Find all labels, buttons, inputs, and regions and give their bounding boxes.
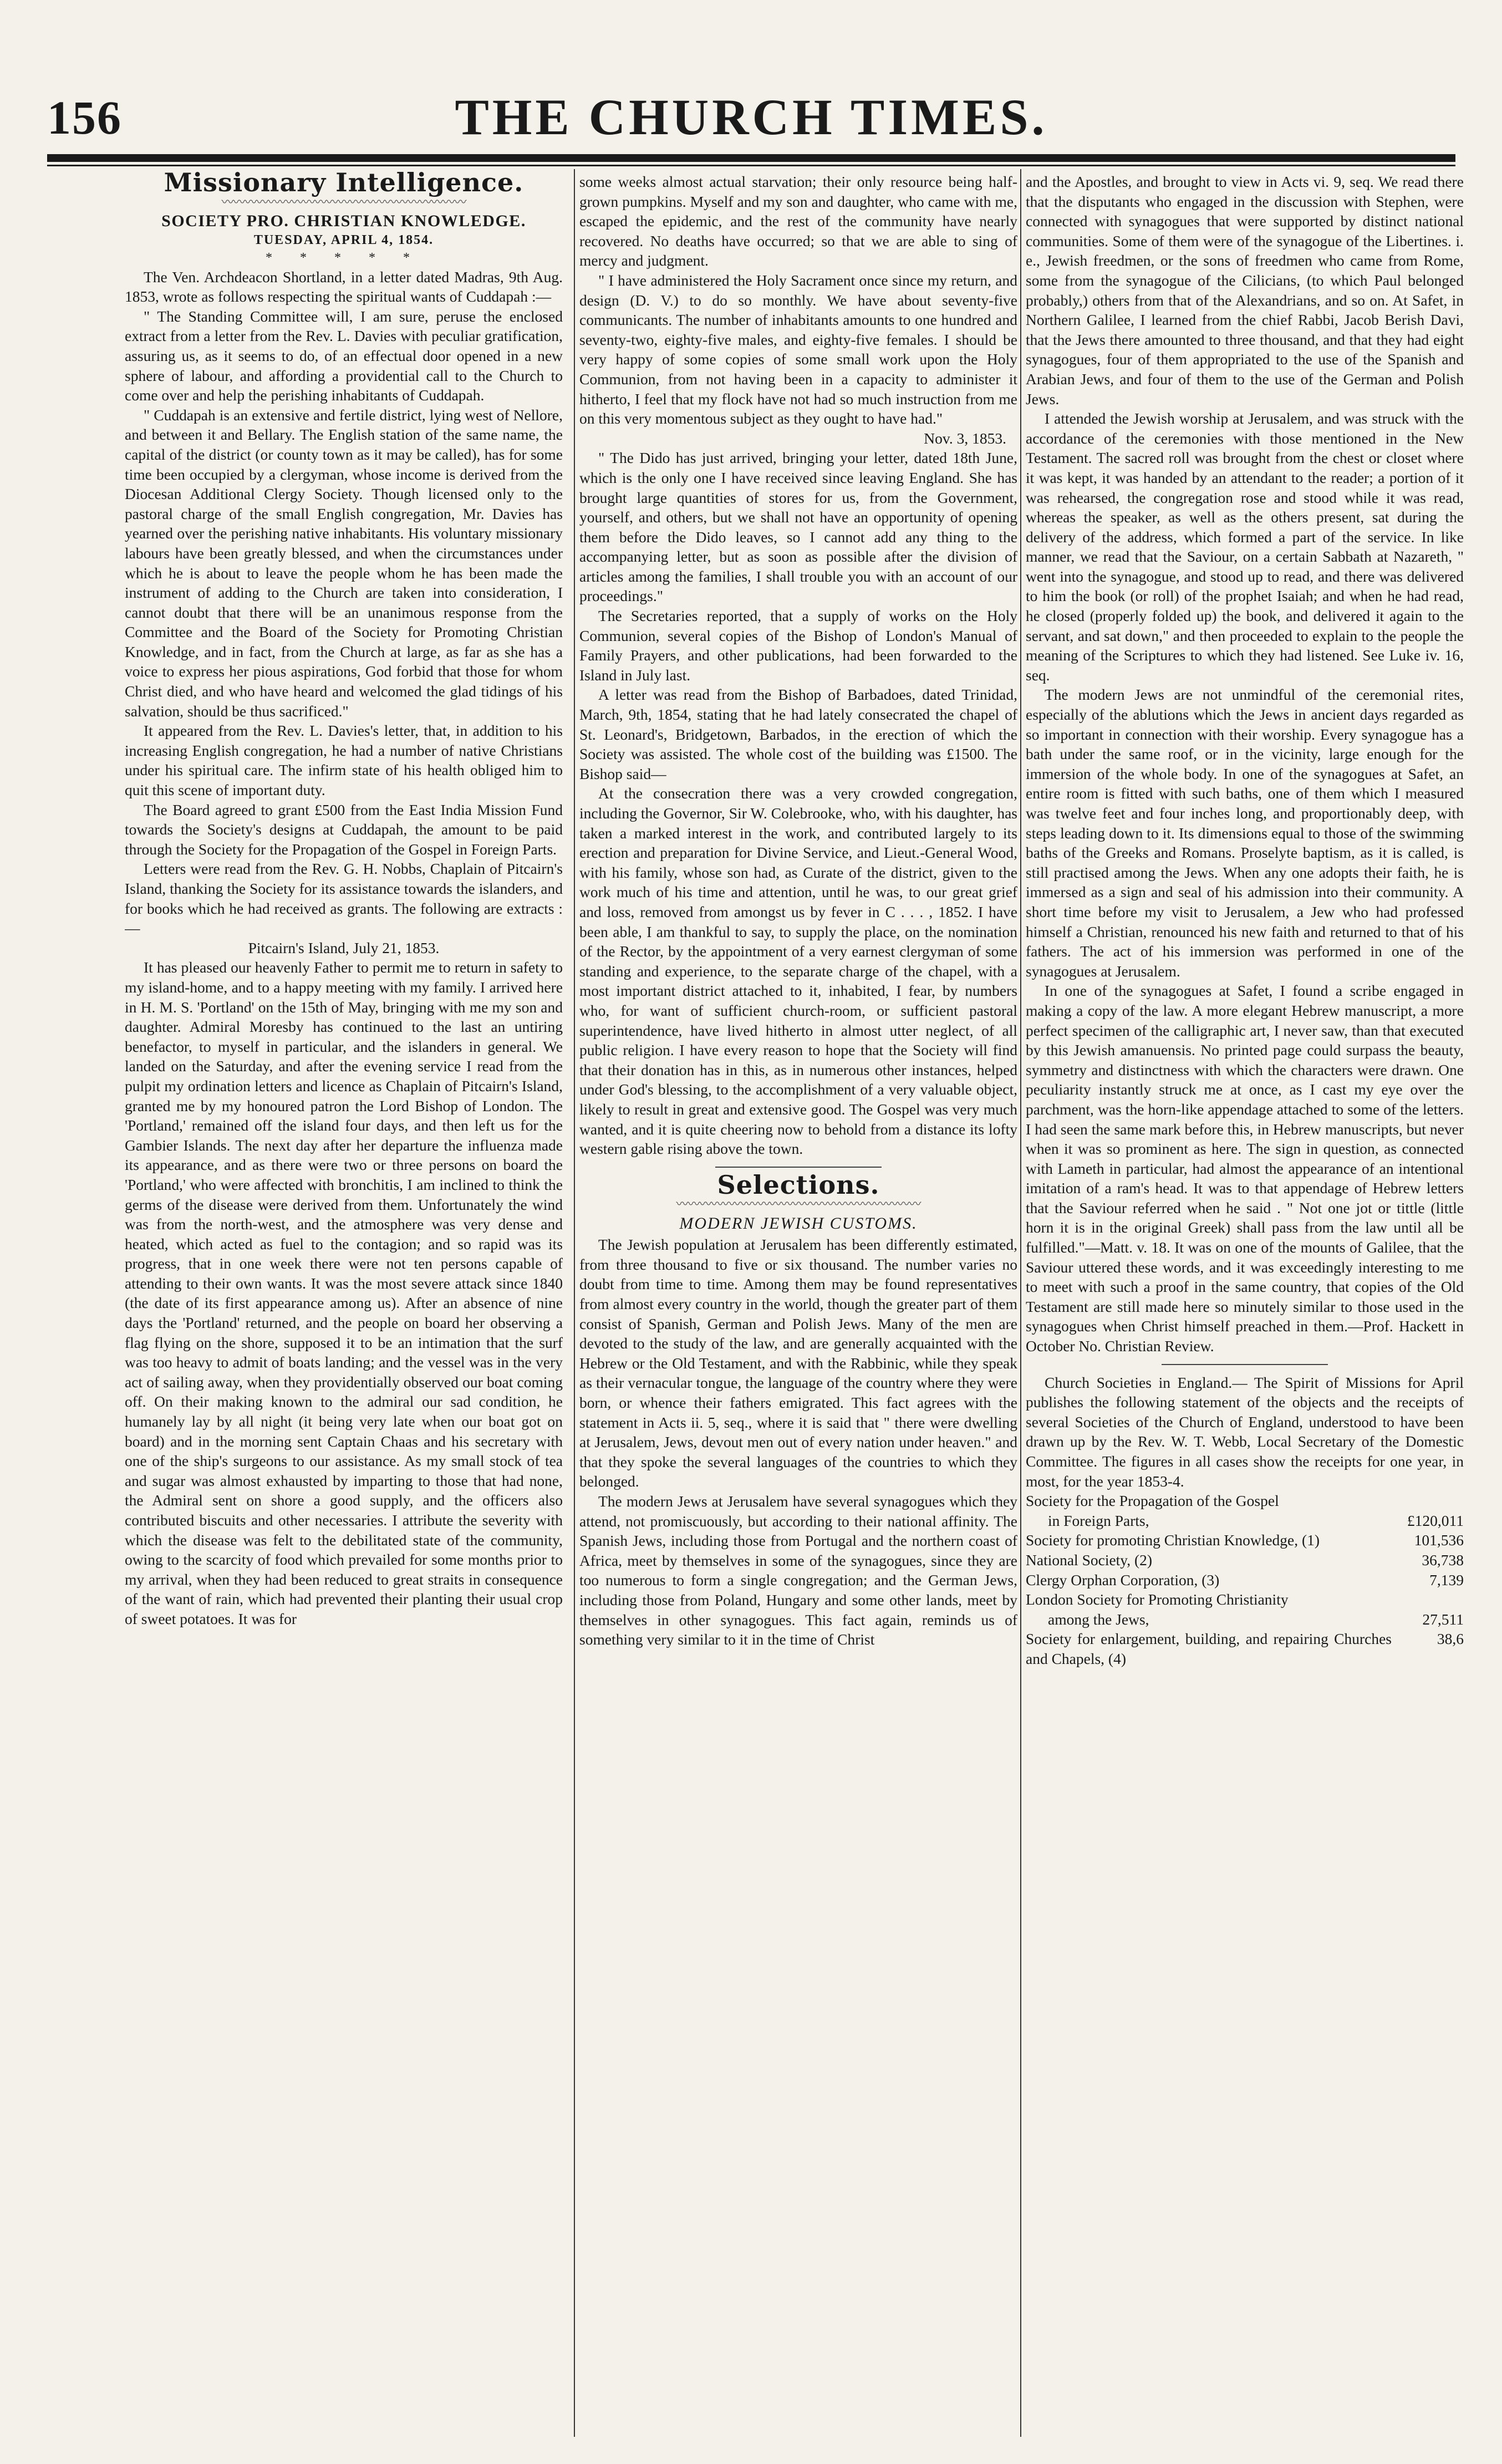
column-1 xyxy=(125,172,563,2436)
paragraph: " I have administered the Holy Sacrament once since my return, and design (D. V.) to do so monthly. We have about seventy-five communicants. The number of inhabitants amounts to one hundred and seventy-two, eighty-five males, and eighty-five females. I should be very happy of some copies of some small work upon the Holy Communion, from not having been in a capacity to administer it hitherto, I feel that my flock have not had so much instruction from me on this very momentous subject as they ought to have had." xyxy=(579,271,1017,427)
paragraph: The Jewish population at Jerusalem has been differently estimated, from three thousand to five or six thousand. The number varies no doubt from time to time. Among them may be found representatives from almost every country in the world, though the greater part of them consist of Spanish, German and Polish Jews. Many of the men are devoted to the study of the law, and are generally acquainted with the Hebrew or the Old Testament, and with the Rabbinic, while they speak as their vernacular tongue, the language of the country where they were born, or whence their fathers emigrated. This fact agrees with the statement in Acts ii. 5, seq., where it is said that " there were dwelling at Jerusalem, Jews, devout men out of every nation under heaven." and that they spoke the several languages of the countries to which they belonged. xyxy=(579,1236,1017,1490)
paragraph: " Cuddapah is an extensive and fertile district, lying west of Nellore, and between it and Bellary. The English station of the same name, the capital of the district (or county town as it may be called), has for some time been occupied by a clergyman, whose income is derived from the Diocesan Additional Clergy Society. Though licensed only to the pastoral charge of the small English congregation, Mr. Davies has yearned over the perishing native inhabitants. His voluntary missionary labours have been greatly blessed, and when the circumstances under which he is about to leave the people whom he has been made the instrument of adding to the Church are taken into consideration, I cannot doubt that there will be an unanimous response from the Committee and the Board of the Society for Promoting Christian Knowledge, and in fact, from the Church at large, as far as she has a voice to express her pious aspirations, God forbid that those for whom Christ died, and who have heard and welcomed the glad tidings of his salvation, should be thus sacrificed." xyxy=(125,406,563,720)
section-divider xyxy=(1162,1364,1328,1365)
masthead-title: THE CHURCH TIMES. xyxy=(455,89,1048,145)
column-divider-1 xyxy=(574,169,575,2437)
meeting-date: TUESDAY, APRIL 4, 1854. xyxy=(253,232,434,247)
asterisk-divider: * * * * * xyxy=(266,250,422,265)
society-receipts-list xyxy=(1026,1491,1464,1668)
list-item: Society for the Propagation of the Gospel xyxy=(1026,1492,1279,1510)
paragraph: The Ven. Archdeacon Shortland, in a letter dated Madras, 9th Aug. 1853, wrote as follows respecting the spiritual wants of Cuddapah :— xyxy=(125,268,563,306)
column-3 xyxy=(1026,172,1464,2436)
paragraph: It appeared from the Rev. L. Davies's letter, that, in addition to his increasing English congregation, he had a number of native Christians under his spiritual care. The infirm state of his health obliged him to quit this scene of important duty. xyxy=(125,722,563,799)
list-item: Clergy Orphan Corporation, (3) 7,139 xyxy=(1026,1571,1464,1589)
paragraph: The modern Jews at Jerusalem have several synagogues which they attend, not promiscuously, but according to their national affinity. The Spanish Jews, including those from Portugal and the northern coast of Africa, meet by themselves in some of the synagogues, since they are too numerous to form a single congregation; and the German Jews, including those from Poland, Hungary and some other lands, meet by themselves in other synagogues. This fact again, reminds us of something very similar to it in the time of Christ xyxy=(579,1493,1017,1648)
paragraph: The Secretaries reported, that a supply of works on the Holy Communion, several copies of the Bishop of London's Manual of Family Prayers, and other publications, had been forwarded to the Island in July last. xyxy=(579,607,1017,684)
paragraph: At the consecration there was a very crowded congregation, including the Governor, Sir W. Colebrooke, who, with his daughter, has taken a marked interest in the work, and contributed largely to its erection and preparation for Divine Service, and Lieut.-General Wood, with his family, whose son had, as Curate of the district, given to the work much of his time and attention, until he was, to our great grief and loss, removed from amongst us by fever in C . . . , 1852. I have been able, I am thankful to say, to supply the place, on the nomination of the Rector, by the appointment of a very earnest clergyman of some standing and experience, to the separate charge of the chapel, with a most important district attached to it, inhabited, I fear, by numbers who, for want of sufficient church-room, or sufficient pastoral superintendence, have lived hitherto in almost utter neglect, of all public religion. I have every reason to hope that the Society will find that their donation has in this, as in numerous other instances, helped under God's blessing, to the accomplishment of a very valuable object, likely to result in great and extensive good. The Gospel was very much wanted, and it is quite cheering now to behold from a distance its lofty western gable rising above the town. xyxy=(579,785,1017,1158)
list-item: London Society for Promoting Christianity xyxy=(1026,1591,1289,1608)
paragraph: and the Apostles, and brought to view in Acts vi. 9, seq. We read there that the disputants who engaged in the discussion with Stephen, were connected with synagogues that were supported by distinct national communities. Some of them were of the synagogue of the Libertines. i. e., Jewish freedmen, or the sons of freedmen who came from Rome, some from the synagogue of the Cilicians, (to which Paul belonged probably,) others from that of the Alexandrians, and so on. At Safet, in Northern Galilee, I learned from the chief Rabbi, Jacob Berish Davi, that the Jews there amounted to three thousand, and that they had eight synagogues, four of them appropriated to the use of the Spanish and Arabian Jews, and four of them to the use of the German and Polish Jews. xyxy=(1026,173,1464,408)
column-divider-2 xyxy=(1020,169,1021,2437)
list-item: National Society, (2) 36,738 xyxy=(1026,1551,1464,1569)
list-item: Society for enlargement, building, and repairing Churches and Chapels, (4) 38,6 xyxy=(1026,1630,1464,1667)
paragraph: In one of the synagogues at Safet, I found a scribe engaged in making a copy of the law. A more elegant Hebrew manuscript, a more perfect specimen of the calligraphic art, I never saw, than that executed by this Jewish amanuensis. No printed page could surpass the beauty, symmetry and distinctness with which the characters were drawn. One peculiarity instantly struck me at once, as I cast my eye over the parchment, was the horn-like appendage attached to some of the letters. I had seen the same mark before this, in Hebrew manuscripts, but never when it was so prominent as here. The sign in question, as connected with Lameth in particular, had almost the appearance of an intentional imitation of a ram's head. It was to that appendage of Hebrew letters that the Saviour referred when he said . " Not one jot or tittle (little horn it is in the original Greek) shall pass from the law until all be fulfilled."—Matt. v. 18. It was on one of the mounts of Galilee, that the Saviour uttered these words, and it was exceedingly interesting to me to meet with such a proof in the same country, that copies of the Old Testament are still made here so minutely similar to those used in the synagogues when Christ himself preached in them.—Prof. Hackett in October No. Christian Review. xyxy=(1026,982,1464,1355)
column-2 xyxy=(579,172,1017,2436)
paragraph: " The Standing Committee will, I am sure, peruse the enclosed extract from a letter from the Rev. L. Davies with peculiar gratification, assuring us, as it seems to do, of an effectual door opened in a new sphere of labour, and affording a providential call to the Church to come over and help the perishing inhabitants of Cuddapah. xyxy=(125,307,563,404)
paragraph: I attended the Jewish worship at Jerusalem, and was struck with the accordance of the ceremonies with those mentioned in the New Testament. The sacred roll was brought from the chest or closet where it was kept, it was handed by an attendant to the reader; a portion of it was rehearsed, the congregation rose and stood while it was read, whereas the speaker, as well as the others present, sat during the delivery of the address, which formed a part of the service. In like manner, we read that the Saviour, on a certain Sabbath at Nazareth, " went into the synagogue, and stood up to read, and there was delivered to him the book (or roll) of the prophet Isaiah; and when he had read, he closed (properly folded up) the book, and delivered it again to the servant, and sat down," and then proceeded to explain to the people the meaning of the Scriptures to which they had listened. See Luke iv. 16, seq. xyxy=(1026,410,1464,684)
section-heading-selections: Selections. xyxy=(717,1169,880,1200)
article-title: MODERN JEWISH CUSTOMS. xyxy=(679,1214,918,1233)
page-number: 156 xyxy=(47,91,122,144)
paragraph: A letter was read from the Bishop of Barbadoes, dated Trinidad, March, 9th, 1854, stating that he had lately consecrated the chapel of St. Leonard's, Bridgetown, Barbados, in the erection of which the Society was assisted. The whole cost of the building was £1500. The Bishop said— xyxy=(579,686,1017,782)
paragraph: some weeks almost actual starvation; their only resource being half-grown pumpkins. Myself and my son and daughter, who came with me, escaped the epidemic, and the rest of the community have nearly recovered. No deaths have occurred; so that we are able to sing of mercy and judgment. xyxy=(579,173,1017,269)
ornamental-rule: 〰〰〰〰〰〰〰〰〰〰〰〰〰〰〰〰〰〰〰〰〰 xyxy=(676,1197,921,1211)
list-item: in Foreign Parts, £120,011 xyxy=(1048,1511,1464,1529)
letter-date: Nov. 3, 1853. xyxy=(924,429,1006,447)
notice-paragraph: Church Societies in England.— The Spirit of Missions for April publishes the following statement of the objects and the receipts of several Societies of the Church of England, understood to have been drawn up by the Rev. W. T. Webb, Local Secretary of the Domestic Committee. The figures in all cases show the receipts for one year, in most, for the year 1853-4. xyxy=(1026,1373,1464,1490)
ornamental-rule: 〰〰〰〰〰〰〰〰〰〰〰〰〰〰〰〰〰〰〰〰〰 xyxy=(221,195,466,209)
letter-dateline: Pitcairn's Island, July 21, 1853. xyxy=(248,939,440,956)
page-header xyxy=(47,83,1455,144)
section-heading-missionary: Missionary Intelligence. xyxy=(164,172,524,197)
paragraph: The Board agreed to grant £500 from the East India Mission Fund towards the Society's designs at Cuddapah, the amount to be paid through the Society for the Propagation of the Gospel in Foreign Parts. xyxy=(125,801,563,858)
paragraph: Letters were read from the Rev. G. H. Nobbs, Chaplain of Pitcairn's Island, thanking the Society for its assistance towards the islanders, and for books which he had received as grants. The following are extracts :— xyxy=(125,860,563,937)
header-rule-thin xyxy=(47,165,1455,166)
paragraph: The modern Jews are not unmindful of the ceremonial rites, especially of the ablutions which the Jews in ancient days regarded as so important in connection with their worship. Every synagogue has a bath under the same roof, or in the vicinity, large enough for the immersion of the whole body. In one of the synagogues at Safet, an entire room is fitted with such baths, one of them which I measured was twelve feet and four inches long, and proportionably deep, with steps leading down to it. Its dimensions equal to those of the swimming baths of the Greeks and Romans. Proselyte baptism, as it is called, is still practised among the Jews. When any one adopts their faith, he is immersed as a sign and seal of his admission into their community. A short time before my visit to Jerusalem, a Jew who had professed himself a Christian, renounced his new faith and returned to that of his fathers. The act of his immersion was performed in one of the synagogues at Jerusalem. xyxy=(1026,686,1464,980)
paragraph: It has pleased our heavenly Father to permit me to return in safety to my island-home, and to a happy meeting with my family. I arrived here in H. M. S. 'Portland' on the 15th of May, bringing with me my son and daughter. Admiral Moresby has continued to the last an untiring benefactor, to myself in particular, and the islanders in general. We landed on the Saturday, and after the evening service I read from the pulpit my ordination letters and licence as Chaplain of Pitcairn's Island, granted me by my honoured patron the Lord Bishop of London. The 'Portland,' remained off the island four days, and then left us for the Gambier Islands. The next day after her departure the influenza made its appearance, and as there were two or three persons on board the 'Portland,' who were affected with bronchitis, I am inclined to think the germs of the disease were derived from them. Unfortunately the wind was from the north-west, and the atmosphere was very dense and heated, which acted as fuel to the contagion; and so rapid was its progress, that in one week there were not ten persons capable of attending to their own wants. It was the most severe attack since 1840 (the date of its first appearance among us). After an absence of nine days the 'Portland' returned, and the people on board her observing a flag flying on the shore, supposed it to be an intimation that the surf was too heavy to admit of boats landing; and the vessel was in the very act of sailing away, when they providentially observed our boat coming off. On their making known to the admiral our sad condition, he humanely lay by all night (it being very late when our boat got on board) and in the morning sent Captain Chaas and his secretary with one of the ship's surgeons to our assistance. As my small stock of tea and sugar was almost exhausted by imparting to those that had none, the Admiral sent on shore a good supply, and the officers also contributed biscuits and other necessaries. I attribute the severity with which the disease was felt to the debilitated state of the community, owing to the scarcity of food which prevailed for some months prior to my arrival, when they had been reduced to great straits in consequence of the want of rain, which had prevented their planting their usual crop of sweet potatoes. It was for xyxy=(125,959,563,1627)
paragraph: " The Dido has just arrived, bringing your letter, dated 18th June, which is the only one I have received since leaving England. She has brought large quantities of stores for us, from the Government, yourself, and others, but we shall not have an opportunity of opening them before the Dido leaves, so I cannot add any thing to the accompanying letter, but as soon as possible after the division of articles among the families, I shall trouble you with an account of our proceedings." xyxy=(579,449,1017,605)
section-divider xyxy=(715,1167,882,1168)
list-item: Society for promoting Christian Knowledge, (1) 101,536 xyxy=(1026,1531,1464,1549)
list-item: among the Jews, 27,511 xyxy=(1048,1610,1464,1628)
society-heading: SOCIETY PRO. CHRISTIAN KNOWLEDGE. xyxy=(161,211,526,230)
header-rule-thick xyxy=(47,154,1455,162)
